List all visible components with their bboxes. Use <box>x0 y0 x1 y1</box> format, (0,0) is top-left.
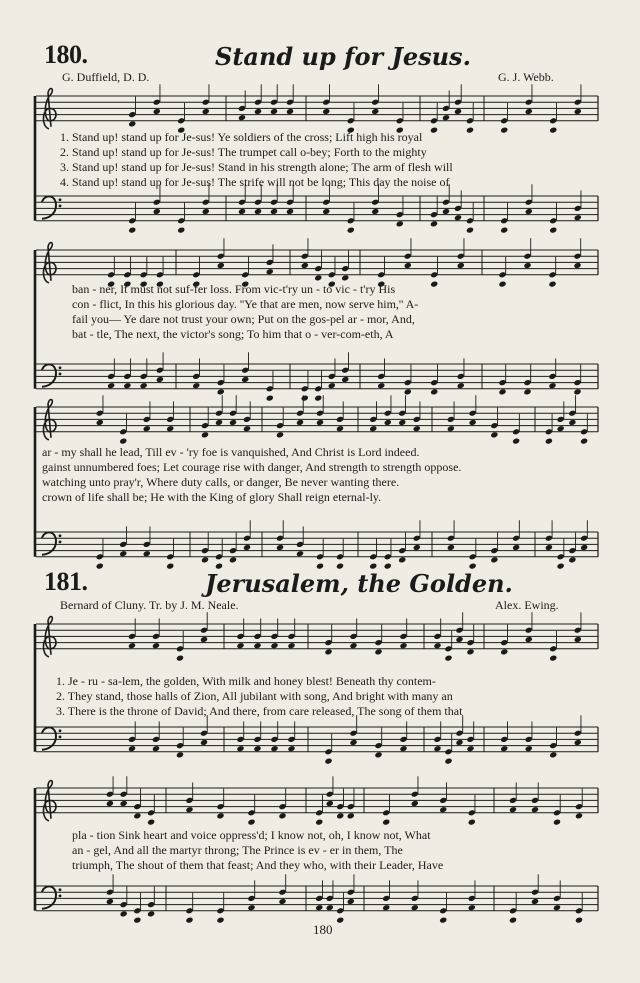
note-head <box>286 108 294 115</box>
note-head <box>573 388 581 395</box>
note-head <box>454 214 462 221</box>
note-head <box>469 563 477 570</box>
note-head <box>296 419 304 426</box>
note-head <box>270 208 278 215</box>
hymn-title: Jerusalem, the Golden. <box>205 569 513 598</box>
bass-clef <box>42 727 56 749</box>
note-head <box>156 376 164 383</box>
bass-clef <box>42 532 56 554</box>
note-head <box>314 395 322 402</box>
note-head <box>531 806 539 813</box>
note-head <box>490 556 498 563</box>
lyric-line: 3. Stand up! stand up for Je-sus! Stand in his strength alone; The arm of flesh will <box>60 160 453 174</box>
note-head <box>549 127 557 134</box>
note-head <box>301 395 309 402</box>
hymn-number: 180. <box>44 40 88 69</box>
hymn-title: Stand up for Jesus. <box>215 42 471 71</box>
note-head <box>247 819 255 826</box>
note-head <box>548 281 556 288</box>
note-head <box>512 438 520 445</box>
bass-clef <box>42 196 56 218</box>
note-head <box>469 419 477 426</box>
note-head <box>176 751 184 758</box>
note-head <box>128 120 136 127</box>
note-head <box>466 227 474 234</box>
lyrics-verse-block <box>72 282 418 342</box>
note-head <box>500 648 508 655</box>
note-head <box>201 556 209 563</box>
note-head <box>384 563 392 570</box>
note-head <box>123 382 131 389</box>
note-head <box>336 812 344 819</box>
note-head <box>500 227 508 234</box>
note-head <box>270 745 278 752</box>
note-head <box>399 745 407 752</box>
note-head <box>525 108 533 115</box>
note-head <box>217 388 225 395</box>
note-head <box>430 220 438 227</box>
hymn-composer: Alex. Ewing. <box>495 598 559 612</box>
note-head <box>133 917 141 924</box>
note-head <box>468 904 476 911</box>
note-head <box>316 419 324 426</box>
note-head <box>523 262 531 269</box>
note-head <box>553 819 561 826</box>
note-head <box>96 563 104 570</box>
note-head <box>152 642 160 649</box>
note-head <box>243 544 251 551</box>
note-head <box>349 739 357 746</box>
note-head <box>202 108 210 115</box>
note-head <box>128 227 136 234</box>
note-head <box>192 382 200 389</box>
note-head <box>202 208 210 215</box>
note-head <box>439 917 447 924</box>
note-head <box>545 438 553 445</box>
note-head <box>509 806 517 813</box>
note-head <box>278 812 286 819</box>
note-head <box>413 544 421 551</box>
note-head <box>447 425 455 432</box>
note-head <box>322 108 330 115</box>
lyrics-verse-block <box>42 445 461 505</box>
note-head <box>140 382 148 389</box>
lyric-line: fail you— Ye dare not trust your own; Put on the gos-pel ar - mor, And, <box>72 312 415 326</box>
note-head <box>276 431 284 438</box>
lyrics-verse-block <box>72 828 443 873</box>
note-head <box>454 108 462 115</box>
note-head <box>525 636 533 643</box>
lyric-line: an - gel, And all the martyr throng; The Prince is ev - er in them, The <box>72 843 403 857</box>
note-head <box>377 382 385 389</box>
note-head <box>243 425 251 432</box>
note-head <box>253 745 261 752</box>
bass-clef <box>42 364 56 386</box>
note-head <box>404 262 412 269</box>
note-head <box>238 114 246 121</box>
note-head <box>316 563 324 570</box>
note-head <box>185 917 193 924</box>
note-head <box>326 904 334 911</box>
note-head <box>442 208 450 215</box>
note-head <box>580 438 588 445</box>
lyric-line: triumph, The shout of them that feast; And they who, with their Leader, Have <box>72 858 444 872</box>
note-head <box>315 904 323 911</box>
note-head <box>217 262 225 269</box>
note-head <box>200 636 208 643</box>
note-head <box>398 556 406 563</box>
note-head <box>328 382 336 389</box>
note-head <box>525 745 533 752</box>
note-head <box>369 563 377 570</box>
note-head <box>374 648 382 655</box>
note-head <box>382 819 390 826</box>
note-head <box>176 655 184 662</box>
note-head <box>466 648 474 655</box>
note-head <box>549 227 557 234</box>
note-head <box>512 544 520 551</box>
note-head <box>266 395 274 402</box>
hymn-author: Bernard of Cluny. Tr. by J. M. Neale. <box>60 598 239 612</box>
note-head <box>466 745 474 752</box>
note-head <box>455 636 463 643</box>
note-head <box>200 739 208 746</box>
note-head <box>128 745 136 752</box>
note-head <box>254 208 262 215</box>
note-head <box>384 419 392 426</box>
note-head <box>382 904 390 911</box>
note-head <box>568 419 576 426</box>
note-head <box>276 544 284 551</box>
note-head <box>455 739 463 746</box>
bass-clef-dot <box>59 895 62 898</box>
note-head <box>216 917 224 924</box>
note-head <box>396 220 404 227</box>
note-head <box>336 917 344 924</box>
note-head <box>266 268 274 275</box>
note-head <box>241 376 249 383</box>
note-head <box>314 274 322 281</box>
lyric-line: crown of life shall be; He with the King of glory Shall reign eternal-ly. <box>42 490 382 504</box>
lyric-line: 4. Stand up! stand up for Je-sus! The strife will not be long; This day the noise of <box>60 175 450 189</box>
note-head <box>411 904 419 911</box>
note-head <box>153 108 161 115</box>
note-head <box>229 556 237 563</box>
note-head <box>347 898 355 905</box>
bass-clef <box>42 886 56 908</box>
note-head <box>404 388 412 395</box>
note-head <box>349 642 357 649</box>
note-head <box>96 419 104 426</box>
note-head <box>444 655 452 662</box>
note-head <box>120 910 128 917</box>
note-head <box>347 812 355 819</box>
note-head <box>106 800 114 807</box>
note-head <box>324 758 332 765</box>
page-number: 180 <box>313 922 333 937</box>
note-head <box>119 438 127 445</box>
bass-clef-dot <box>59 205 62 208</box>
note-head <box>215 419 223 426</box>
note-head <box>371 108 379 115</box>
note-head <box>119 550 127 557</box>
note-head <box>509 917 517 924</box>
note-head <box>430 281 438 288</box>
note-head <box>468 819 476 826</box>
note-head <box>399 642 407 649</box>
note-head <box>557 425 565 432</box>
note-head <box>444 758 452 765</box>
note-head <box>413 425 421 432</box>
bass-clef-dot <box>59 534 62 537</box>
bass-clef-dot <box>59 198 62 201</box>
note-head <box>545 544 553 551</box>
note-head <box>525 208 533 215</box>
note-head <box>107 382 115 389</box>
note-head <box>498 281 506 288</box>
lyric-line: ban - ner, It must not suf-fer loss. From vic-t'ry un - to vic - t'ry His <box>72 282 396 296</box>
note-head <box>531 898 539 905</box>
note-head <box>498 388 506 395</box>
note-head <box>442 114 450 121</box>
note-head <box>296 550 304 557</box>
note-head <box>369 425 377 432</box>
lyric-line: watching unto pray'r, Where duty calls, or danger, Be never wanting there. <box>42 475 400 489</box>
lyric-line: 3. There is the throne of David; And there, from care released, The song of them that <box>56 704 463 718</box>
note-head <box>253 642 261 649</box>
note-head <box>120 800 128 807</box>
note-head <box>287 745 295 752</box>
note-head <box>430 388 438 395</box>
note-head <box>147 819 155 826</box>
bass-clef-dot <box>59 366 62 369</box>
note-head <box>575 812 583 819</box>
note-head <box>229 419 237 426</box>
note-head <box>270 642 278 649</box>
note-head <box>439 806 447 813</box>
note-head <box>128 642 136 649</box>
note-head <box>143 425 151 432</box>
note-head <box>447 544 455 551</box>
note-head <box>236 642 244 649</box>
note-head <box>166 563 174 570</box>
note-head <box>500 127 508 134</box>
note-head <box>341 274 349 281</box>
note-head <box>315 819 323 826</box>
note-head <box>523 388 531 395</box>
note-head <box>411 800 419 807</box>
note-head <box>549 751 557 758</box>
note-head <box>574 739 582 746</box>
note-head <box>574 214 582 221</box>
lyric-line: ar - my shall he lead, Till ev - 'ry foe is vanquished, And Christ is Lord indeed. <box>42 445 420 459</box>
note-head <box>201 431 209 438</box>
note-head <box>568 556 576 563</box>
note-head <box>216 812 224 819</box>
note-head <box>147 910 155 917</box>
note-head <box>490 431 498 438</box>
note-head <box>236 745 244 752</box>
hymn-composer: G. J. Webb. <box>498 70 554 84</box>
bass-clef-dot <box>59 736 62 739</box>
note-head <box>457 262 465 269</box>
note-head <box>153 208 161 215</box>
lyric-line: con - flict, In this his glorious day. ''Ye that are men, now serve him,'' A- <box>72 297 419 311</box>
note-head <box>398 419 406 426</box>
note-head <box>106 898 114 905</box>
bass-clef-dot <box>59 541 62 544</box>
note-head <box>270 108 278 115</box>
note-head <box>433 642 441 649</box>
hymn-number: 181. <box>44 567 88 596</box>
bass-clef-dot <box>59 888 62 891</box>
note-head <box>215 563 223 570</box>
note-head <box>573 262 581 269</box>
note-head <box>574 108 582 115</box>
lyric-line: 2. They stand, those halls of Zion, All jubilant with song, And bright with many an <box>56 689 453 703</box>
note-head <box>549 655 557 662</box>
note-head <box>574 636 582 643</box>
note-head <box>466 127 474 134</box>
note-head <box>374 751 382 758</box>
lyric-line: bat - tle, The next, the victor's song; To him that o - ver-com-eth, A <box>72 327 394 341</box>
note-head <box>152 745 160 752</box>
note-head <box>287 642 295 649</box>
note-head <box>133 812 141 819</box>
note-head <box>254 108 262 115</box>
note-head <box>326 800 334 807</box>
note-head <box>185 806 193 813</box>
note-head <box>371 208 379 215</box>
note-head <box>553 904 561 911</box>
bass-clef-dot <box>59 729 62 732</box>
note-head <box>336 425 344 432</box>
note-head <box>336 563 344 570</box>
note-head <box>177 227 185 234</box>
note-head <box>341 376 349 383</box>
note-head <box>580 544 588 551</box>
lyric-line: gainst unnumbered foes; Let courage rise with danger, And strength to strength oppose. <box>42 460 462 474</box>
note-head <box>347 227 355 234</box>
note-head <box>301 262 309 269</box>
lyric-line: 1. Stand up! stand up for Je-sus! Ye soldiers of the cross; Lift high his royal <box>60 130 423 144</box>
note-head <box>278 898 286 905</box>
note-head <box>238 208 246 215</box>
note-head <box>457 382 465 389</box>
note-head <box>143 550 151 557</box>
note-head <box>575 917 583 924</box>
lyric-line: pla - tion Sink heart and voice oppress'd; I know not, oh, I know not, What <box>72 828 431 842</box>
lyric-line: 1. Je - ru - sa-lem, the golden, With milk and honey blest! Beneath thy contem- <box>56 674 436 688</box>
note-head <box>557 563 565 570</box>
note-head <box>433 745 441 752</box>
note-head <box>548 382 556 389</box>
note-head <box>247 904 255 911</box>
lyrics-verse-block <box>60 130 453 190</box>
note-head <box>322 208 330 215</box>
lyric-line: 2. Stand up! stand up for Je-sus! The trumpet call o-bey; Forth to the mighty <box>60 145 427 159</box>
bass-clef-dot <box>59 373 62 376</box>
note-head <box>324 648 332 655</box>
lyrics-verse-block <box>56 674 462 719</box>
note-head <box>286 208 294 215</box>
note-head <box>166 425 174 432</box>
hymn-author: G. Duffield, D. D. <box>62 70 150 84</box>
note-head <box>500 745 508 752</box>
